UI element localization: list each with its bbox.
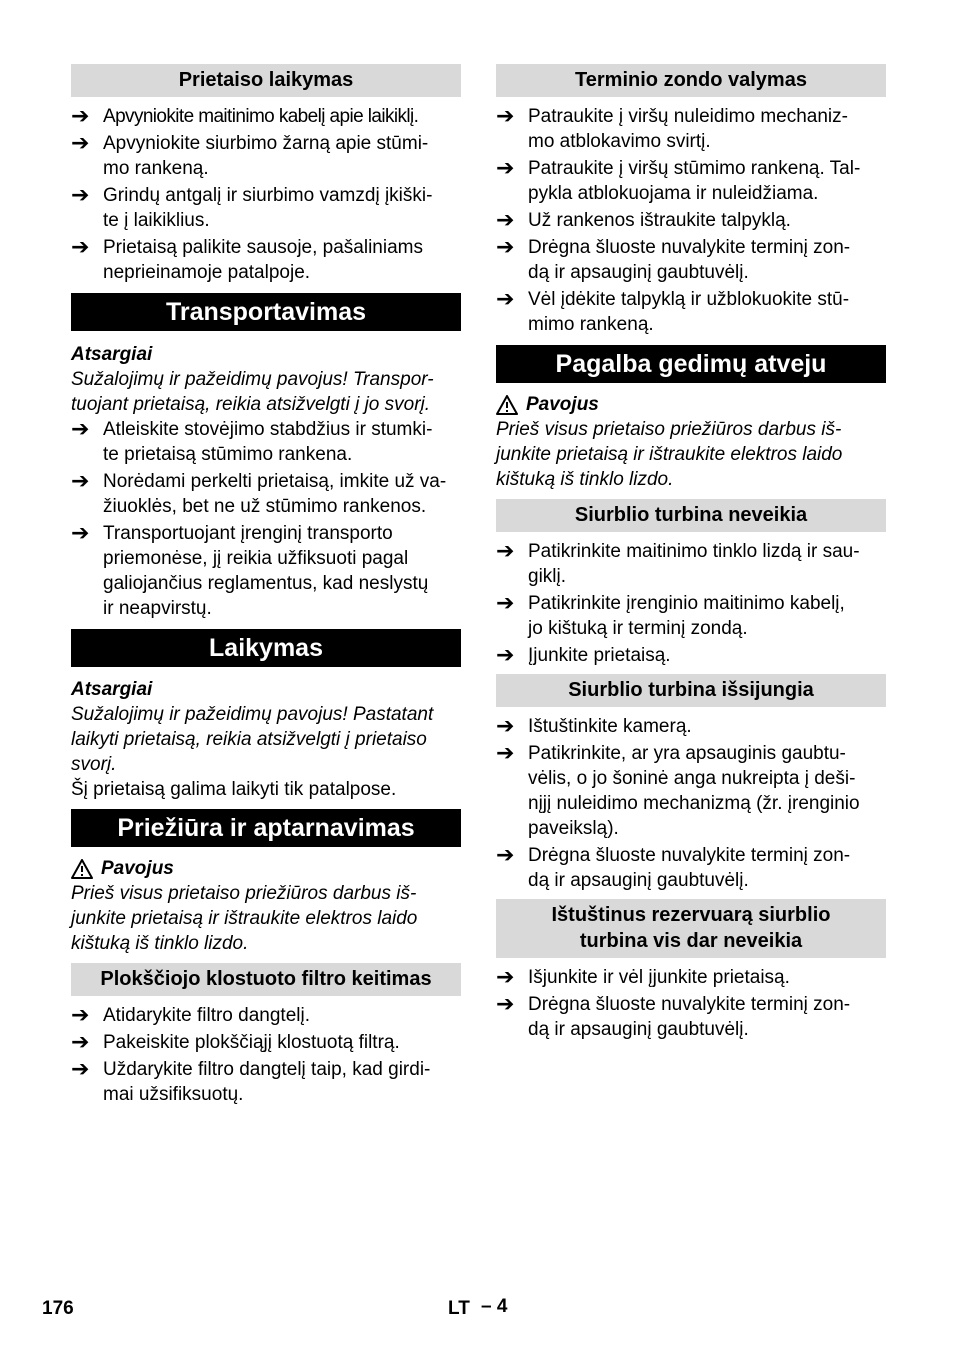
list-item-text: Transportuojant įrenginį transporto priemonėse, jį reikia užfiksuoti pagal galiojančius reglamentus, kad neslystų ir neapvirstų. bbox=[103, 523, 429, 619]
list-item-text: Patraukite į viršų stūmimo rankeną. Tal- pykla atblokuojama ir nuleidžiama. bbox=[528, 158, 861, 204]
list-item-text: Išjunkite ir vėl įjunkite prietaisą. bbox=[528, 967, 790, 988]
list-item bbox=[496, 156, 886, 206]
danger-title: Pavojus bbox=[101, 858, 174, 879]
list-item bbox=[71, 1030, 461, 1055]
arrow-right-icon: ➔ bbox=[71, 104, 89, 129]
list-item bbox=[71, 235, 461, 285]
section-heading-probe: Terminio zondo valymas bbox=[496, 64, 886, 97]
section-heading-turbine-not-working: Siurblio turbina neveikia bbox=[496, 499, 886, 532]
keeping-note: Šį prietaisą galima laikyti tik patalpose. bbox=[71, 779, 397, 800]
list-item bbox=[496, 591, 886, 641]
list-item-text: Prietaisą palikite sausoje, pašaliniams neprieinamoje patalpoje. bbox=[103, 237, 423, 283]
section-heading-filter: Plokščiojo klostuoto filtro keitimas bbox=[71, 963, 461, 996]
left-column bbox=[71, 64, 461, 1109]
turbine-off-list bbox=[496, 714, 886, 893]
footer-language: LT bbox=[448, 1298, 470, 1319]
emptied-list bbox=[496, 965, 886, 1042]
arrow-right-icon: ➔ bbox=[496, 965, 515, 990]
warning-triangle-icon bbox=[71, 859, 93, 879]
arrow-right-icon: ➔ bbox=[496, 104, 515, 129]
list-item bbox=[496, 965, 886, 990]
arrow-right-icon: ➔ bbox=[496, 843, 515, 868]
arrow-right-icon: ➔ bbox=[496, 591, 515, 616]
arrow-right-icon: ➔ bbox=[71, 1030, 90, 1055]
danger-title: Pavojus bbox=[526, 394, 599, 415]
arrow-right-icon: ➔ bbox=[496, 643, 515, 668]
arrow-right-icon: ➔ bbox=[496, 992, 515, 1017]
list-item-text: Patraukite į viršų nuleidimo mechaniz- mo atblokavimo svirtį. bbox=[528, 106, 848, 152]
arrow-right-icon: ➔ bbox=[71, 521, 90, 546]
right-column bbox=[496, 64, 886, 1044]
chapter-heading-transport: Transportavimas bbox=[71, 293, 461, 331]
arrow-right-icon: ➔ bbox=[71, 131, 90, 156]
arrow-right-icon: ➔ bbox=[71, 417, 90, 442]
probe-list bbox=[496, 104, 886, 337]
danger-text: Prieš visus prietaiso priežiūros darbus iš- junkite prietaisą ir ištraukite elektros laido kištuką iš tinklo lizdo. bbox=[496, 419, 843, 490]
arrow-right-icon: ➔ bbox=[71, 183, 90, 208]
page-number: 176 bbox=[42, 1298, 74, 1319]
list-item-text: Drėgna šluoste nuvalykite terminį zon- dą ir apsauginį gaubtuvėlį. bbox=[528, 845, 851, 891]
chapter-heading-care: Priežiūra ir aptarnavimas bbox=[71, 809, 461, 847]
arrow-right-icon: ➔ bbox=[71, 1057, 90, 1082]
list-item-text: Norėdami perkelti prietaisą, imkite už va- žiuoklės, bet ne už stūmimo rankenos. bbox=[103, 471, 447, 517]
list-item-text: Vėl įdėkite talpyklą ir užblokuokite stū- mimo rankeną. bbox=[528, 289, 850, 335]
list-item-text: Ištuštinkite kamerą. bbox=[528, 716, 692, 737]
arrow-right-icon: ➔ bbox=[496, 235, 515, 260]
list-item-text: Drėgna šluoste nuvalykite terminį zon- dą ir apsauginį gaubtuvėlį. bbox=[528, 994, 851, 1040]
danger-header bbox=[71, 856, 461, 881]
arrow-right-icon: ➔ bbox=[71, 1003, 90, 1028]
arrow-right-icon: ➔ bbox=[496, 208, 515, 233]
list-item-text: Už rankenos ištraukite talpyklą. bbox=[528, 210, 791, 231]
danger-header bbox=[496, 392, 886, 417]
list-item-text: Patikrinkite maitinimo tinklo lizdą ir sau- giklį. bbox=[528, 541, 860, 587]
list-item bbox=[496, 104, 886, 154]
arrow-right-icon: ➔ bbox=[496, 741, 515, 766]
caution-title: Atsargiai bbox=[71, 679, 153, 700]
list-item bbox=[71, 521, 461, 621]
arrow-right-icon: ➔ bbox=[71, 235, 90, 260]
chapter-heading-keeping: Laikymas bbox=[71, 629, 461, 667]
footer-section-page: – 4 bbox=[481, 1296, 508, 1317]
list-item bbox=[71, 1057, 461, 1107]
list-item bbox=[496, 287, 886, 337]
turbine-not-list bbox=[496, 539, 886, 668]
list-item-text: Patikrinkite įrenginio maitinimo kabelį, jo kištuką ir terminį zondą. bbox=[528, 593, 845, 639]
warning-triangle-icon bbox=[496, 395, 518, 415]
transport-list bbox=[71, 417, 461, 621]
list-item-text: Drėgna šluoste nuvalykite terminį zon- dą ir apsauginį gaubtuvėlį. bbox=[528, 237, 851, 283]
section-heading-turbine-switches-off: Siurblio turbina išsijungia bbox=[496, 674, 886, 707]
chapter-heading-help: Pagalba gedimų atveju bbox=[496, 345, 886, 383]
caution-text: Sužalojimų ir pažeidimų pavojus! Pastatant laikyti prietaisą, reikia atsižvelgti į prietaiso svorį. bbox=[71, 704, 434, 775]
list-item bbox=[71, 469, 461, 519]
caution-text: Sužalojimų ir pažeidimų pavojus! Transpor- tuojant prietaisą, reikia atsižvelgti į jo svorį. bbox=[71, 369, 434, 415]
list-item-text: Apvyniokite siurbimo žarną apie stūmi- mo rankeną. bbox=[103, 133, 429, 179]
list-item bbox=[71, 183, 461, 233]
list-item bbox=[496, 843, 886, 893]
section-heading-storage: Prietaiso laikymas bbox=[71, 64, 461, 97]
arrow-right-icon: ➔ bbox=[496, 156, 515, 181]
list-item bbox=[496, 208, 886, 233]
section-heading-emptied-still-not-working: Ištuštinus rezervuarą siurblio turbina vis dar neveikia bbox=[496, 899, 886, 958]
list-item-text: Atleiskite stovėjimo stabdžius ir stumki- te prietaisą stūmimo rankena. bbox=[103, 419, 433, 465]
filter-list bbox=[71, 1003, 461, 1107]
list-item bbox=[496, 741, 886, 841]
list-item-text: Įjunkite prietaisą. bbox=[528, 645, 671, 666]
list-item-text: Uždarykite filtro dangtelį taip, kad girdi- mai užsifiksuotų. bbox=[103, 1059, 431, 1105]
list-item bbox=[496, 643, 886, 668]
arrow-right-icon: ➔ bbox=[496, 287, 515, 312]
list-item bbox=[71, 417, 461, 467]
danger-text: Prieš visus prietaiso priežiūros darbus iš- junkite prietaisą ir ištraukite elektros laido kištuką iš tinklo lizdo. bbox=[71, 883, 418, 954]
arrow-right-icon: ➔ bbox=[496, 714, 515, 739]
storage-list bbox=[71, 104, 461, 285]
list-item-text: Grindų antgalį ir siurbimo vamzdį įkiški- te į laikiklius. bbox=[103, 185, 433, 231]
list-item bbox=[71, 131, 461, 181]
arrow-right-icon: ➔ bbox=[496, 539, 515, 564]
caution-title: Atsargiai bbox=[71, 344, 153, 365]
list-item bbox=[71, 1003, 461, 1028]
list-item bbox=[496, 539, 886, 589]
list-item bbox=[496, 714, 886, 739]
list-item-text: Atidarykite filtro dangtelį. bbox=[103, 1005, 310, 1026]
arrow-right-icon: ➔ bbox=[71, 469, 90, 494]
list-item-text: Apvyniokite maitinimo kabelį apie laikiklį. bbox=[103, 106, 419, 127]
list-item bbox=[496, 992, 886, 1042]
list-item bbox=[71, 104, 461, 129]
list-item-text: Patikrinkite, ar yra apsauginis gaubtu- vėlis, o jo šoninė anga nukreipta į deši- nįjį nuleidimo mechanizmą (žr. įrenginio paveikslą). bbox=[528, 743, 860, 839]
list-item bbox=[496, 235, 886, 285]
list-item-text: Pakeiskite plokščiąjį klostuotą filtrą. bbox=[103, 1032, 400, 1053]
